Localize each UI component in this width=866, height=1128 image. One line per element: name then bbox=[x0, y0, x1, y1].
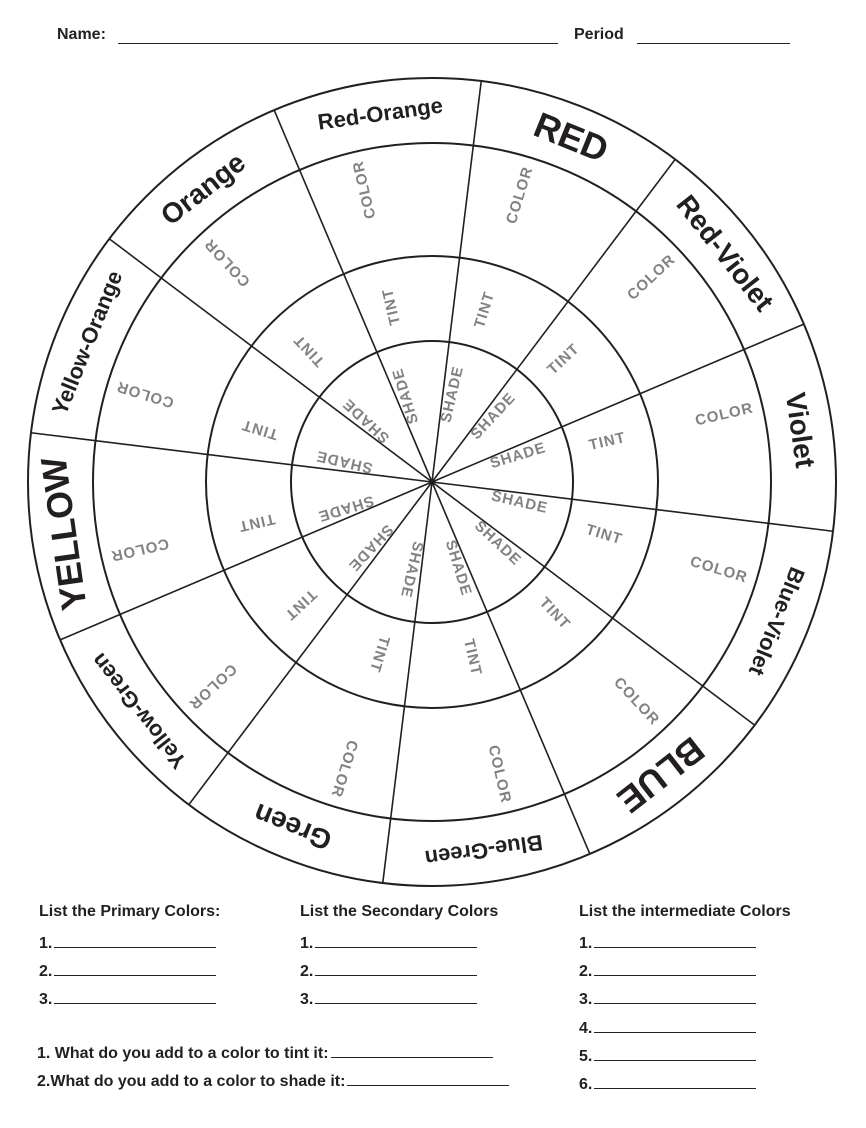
ring-label-color-red-orange: COLOR bbox=[349, 158, 380, 221]
ring-label-color-red-violet: COLOR bbox=[623, 251, 679, 304]
intermediate-list-title: List the intermediate Colors bbox=[579, 903, 791, 920]
wheel-name-divider bbox=[31, 433, 96, 441]
segment-name-yellow-orange: Yellow-Orange bbox=[46, 267, 128, 419]
ring-label-color-violet: COLOR bbox=[693, 399, 756, 430]
ring-label-color-yellow-green: COLOR bbox=[185, 660, 241, 713]
ring-label-shade-green: SHADE bbox=[397, 539, 427, 600]
wheel-name-divider bbox=[768, 523, 833, 531]
segment-name-blue-violet: Blue-Violet bbox=[743, 563, 810, 680]
intermediate-item-2[interactable]: 2. bbox=[579, 961, 756, 981]
ring-label-shade-blue-green: SHADE bbox=[441, 538, 475, 599]
ring-label-tint-red-orange: TINT bbox=[379, 286, 404, 327]
secondary-list-title: List the Secondary Colors bbox=[300, 903, 499, 920]
segment-name-violet: Violet bbox=[779, 390, 821, 470]
ring-label-color-blue: COLOR bbox=[610, 673, 663, 729]
ring-label-tint-yellow-orange: TINT bbox=[239, 415, 281, 443]
wheel-name-divider bbox=[636, 159, 675, 211]
ring-label-shade-yellow-green: SHADE bbox=[344, 520, 397, 575]
wheel-name-divider bbox=[383, 818, 391, 883]
ring-label-shade-red-orange: SHADE bbox=[389, 365, 423, 426]
primary-list-title: List the Primary Colors: bbox=[39, 903, 221, 920]
ring-label-tint-blue: TINT bbox=[535, 594, 574, 634]
segment-name-red-orange: Red-Orange bbox=[316, 92, 445, 135]
ring-label-tint-green: TINT bbox=[365, 633, 393, 675]
ring-label-shade-violet: SHADE bbox=[488, 439, 549, 473]
ring-label-tint-yellow: TINT bbox=[236, 510, 277, 535]
ring-label-shade-yellow-orange: SHADE bbox=[314, 447, 375, 477]
ring-label-tint-red-violet: TINT bbox=[544, 340, 584, 379]
wheel-name-divider bbox=[744, 324, 804, 349]
segment-name-green: Green bbox=[249, 797, 336, 857]
ring-label-tint-yellow-green: TINT bbox=[280, 585, 320, 624]
ring-label-shade-blue: SHADE bbox=[470, 517, 525, 570]
wheel-name-divider bbox=[60, 614, 120, 639]
ring-label-color-blue-green: COLOR bbox=[484, 743, 515, 806]
ring-label-tint-blue-violet: TINT bbox=[583, 521, 625, 549]
segment-name-red-violet: Red-Violet bbox=[670, 189, 780, 317]
name-label: Name: bbox=[57, 26, 106, 43]
intermediate-item-6[interactable]: 6. bbox=[579, 1074, 756, 1094]
intermediate-item-1[interactable]: 1. bbox=[579, 933, 756, 953]
wheel-name-divider bbox=[189, 753, 228, 805]
ring-label-color-green: COLOR bbox=[327, 738, 362, 800]
intermediate-item-3[interactable]: 3. bbox=[579, 989, 756, 1009]
wheel-name-divider bbox=[703, 686, 755, 725]
primary-item-2[interactable]: 2. bbox=[39, 961, 216, 981]
secondary-item-3[interactable]: 3. bbox=[300, 989, 477, 1009]
primary-item-1[interactable]: 1. bbox=[39, 933, 216, 953]
ring-label-color-yellow-orange: COLOR bbox=[114, 377, 176, 412]
ring-label-color-yellow: COLOR bbox=[108, 534, 171, 565]
intermediate-item-5[interactable]: 5. bbox=[579, 1046, 756, 1066]
question-tint[interactable]: 1. What do you add to a color to tint it: bbox=[37, 1043, 493, 1063]
wheel-name-divider bbox=[274, 110, 299, 170]
ring-label-tint-violet: TINT bbox=[587, 429, 628, 454]
segment-name-blue: BLUE bbox=[609, 728, 713, 822]
secondary-item-2[interactable]: 2. bbox=[300, 961, 477, 981]
wheel-name-divider bbox=[109, 239, 161, 278]
ring-label-shade-red-violet: SHADE bbox=[467, 389, 520, 444]
ring-label-color-red: COLOR bbox=[502, 164, 537, 226]
period-label: Period bbox=[574, 26, 624, 43]
segment-name-orange: Orange bbox=[154, 146, 252, 232]
ring-label-tint-orange: TINT bbox=[290, 330, 329, 370]
ring-label-color-orange: COLOR bbox=[201, 235, 254, 291]
wheel-name-divider bbox=[564, 794, 589, 854]
ring-label-tint-red: TINT bbox=[471, 289, 499, 331]
intermediate-item-4[interactable]: 4. bbox=[579, 1018, 756, 1038]
ring-label-color-blue-violet: COLOR bbox=[688, 552, 750, 587]
segment-name-red: RED bbox=[528, 103, 615, 171]
question-shade[interactable]: 2.What do you add to a color to shade it: bbox=[37, 1071, 509, 1091]
primary-item-3[interactable]: 3. bbox=[39, 989, 216, 1009]
ring-label-shade-red: SHADE bbox=[437, 364, 467, 425]
segment-name-blue-green: Blue-Green bbox=[423, 829, 545, 872]
ring-label-shade-orange: SHADE bbox=[339, 394, 394, 447]
ring-label-shade-yellow: SHADE bbox=[315, 491, 376, 525]
secondary-item-1[interactable]: 1. bbox=[300, 933, 477, 953]
segment-name-yellow-green: Yellow-Green bbox=[86, 648, 192, 774]
wheel-name-divider bbox=[473, 81, 481, 146]
ring-label-tint-blue-green: TINT bbox=[460, 637, 485, 678]
ring-label-shade-blue-violet: SHADE bbox=[489, 487, 550, 517]
segment-name-yellow: YELLOW bbox=[32, 454, 95, 613]
